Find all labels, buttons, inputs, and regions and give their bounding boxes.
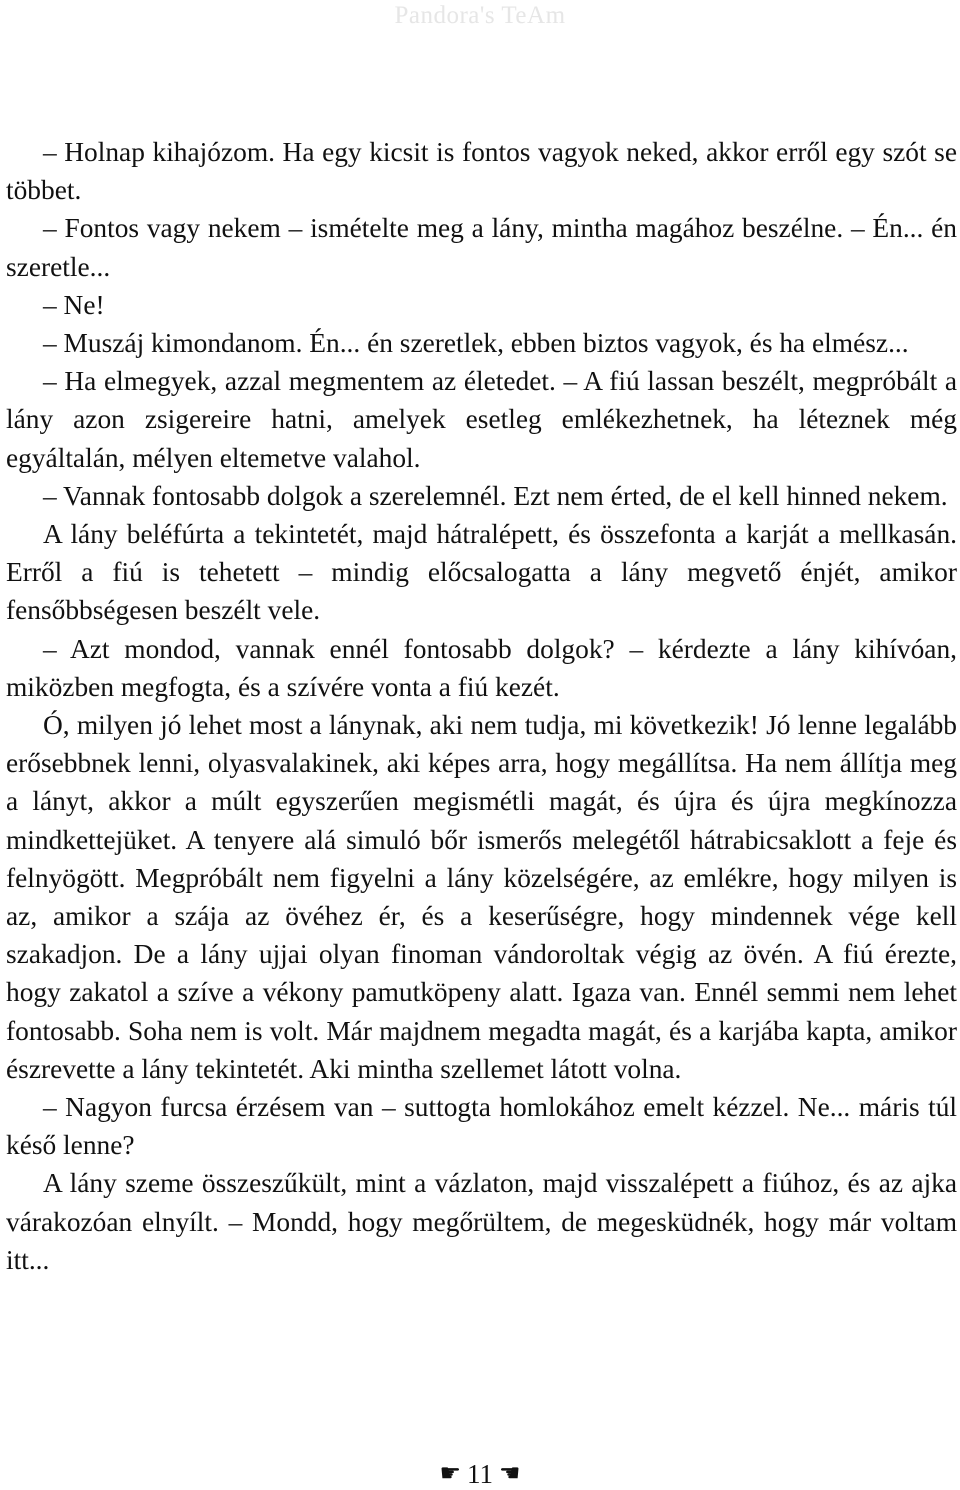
paragraph: – Nagyon furcsa érzésem van – suttogta homlokához emelt kézzel. Ne... máris túl késő lenne?	[6, 1092, 957, 1161]
paragraph: – Vannak fontosabb dolgok a szerelemnél. Ezt nem érted, de el kell hinned nekem.	[43, 480, 948, 511]
pointing-hand-left-icon: ☛	[439, 1460, 461, 1487]
paragraph: – Azt mondod, vannak ennél fontosabb dolgok? – kérdezte a lány kihívóan, miközben megfogta, és a szívére vonta a fiú kezét.	[6, 633, 957, 702]
page-footer	[0, 1455, 960, 1490]
paragraph: – Holnap kihajózom. Ha egy kicsit is fontos vagyok neked, akkor erről egy szót se többet.	[6, 137, 957, 206]
paragraph: – Fontos vagy nekem – ismételte meg a lány, mintha magához beszélne. – Én... én szeretle...	[6, 213, 957, 282]
paragraph: Ó, milyen jó lehet most a lánynak, aki nem tudja, mi következik! Jó lenne legalább erősebbnek lenni, olyasvalakinek, aki képes arra, hogy megállítsa. Ha nem állítja meg a lányt, akkor a múlt egyszerűen megismétli magát, és újra és újra megkínozza mindkettejüket. A tenyere alá simuló bőr ismerős melegétől hátrabicsaklott a feje és felnyögött. Megpróbált nem figyelni a lány közelségére, az emlékre, hogy milyen is az, amikor a szája az övéhez ér, és a keserűségre, hogy mindennek vége kell szakadjon. De a lány ujjai olyan finoman vándoroltak végig az övén. A fiú érezte, hogy zakatol a szíve a vékony pamutköpeny alatt. Igaza van. Ennél semmi nem lehet fontosabb. Soha nem is volt. Már majdnem megadta magát, és a karjába kapta, amikor észrevette a lány tekintetét. Aki mintha szellemet látott volna.	[6, 710, 957, 1084]
pointing-hand-right-icon: ☛	[499, 1460, 521, 1487]
paragraph: A lány beléfúrta a tekintetét, majd hátralépett, és összefonta a karját a mellkasán. Erről a fiú is tehetett – mindig előcsalogatta a lány megvető énjét, amikor fensőbbségesen beszélt vele.	[6, 519, 957, 626]
paragraph: – Ne!	[43, 289, 105, 320]
page-number: 11	[467, 1458, 493, 1489]
paragraph: – Muszáj kimondanom. Én... én szeretlek, ebben biztos vagyok, és ha elmész...	[43, 328, 909, 359]
page-body	[6, 133, 957, 1279]
paragraph: A lány szeme összeszűkült, mint a vázlaton, majd visszalépett a fiúhoz, és az ajka várakozóan elnyílt. – Mondd, hogy megőrültem, de megesküdnék, hogy már voltam itt...	[6, 1168, 957, 1275]
paragraph: – Ha elmegyek, azzal megmentem az életedet. – A fiú lassan beszélt, megpróbált a lány azon zsigereire hatni, amelyek esetleg emlékezhetnek, ha léteznek még egyáltalán, mélyen eltemetve valahol.	[6, 366, 957, 473]
watermark: Pandora's TeAm	[394, 2, 566, 29]
